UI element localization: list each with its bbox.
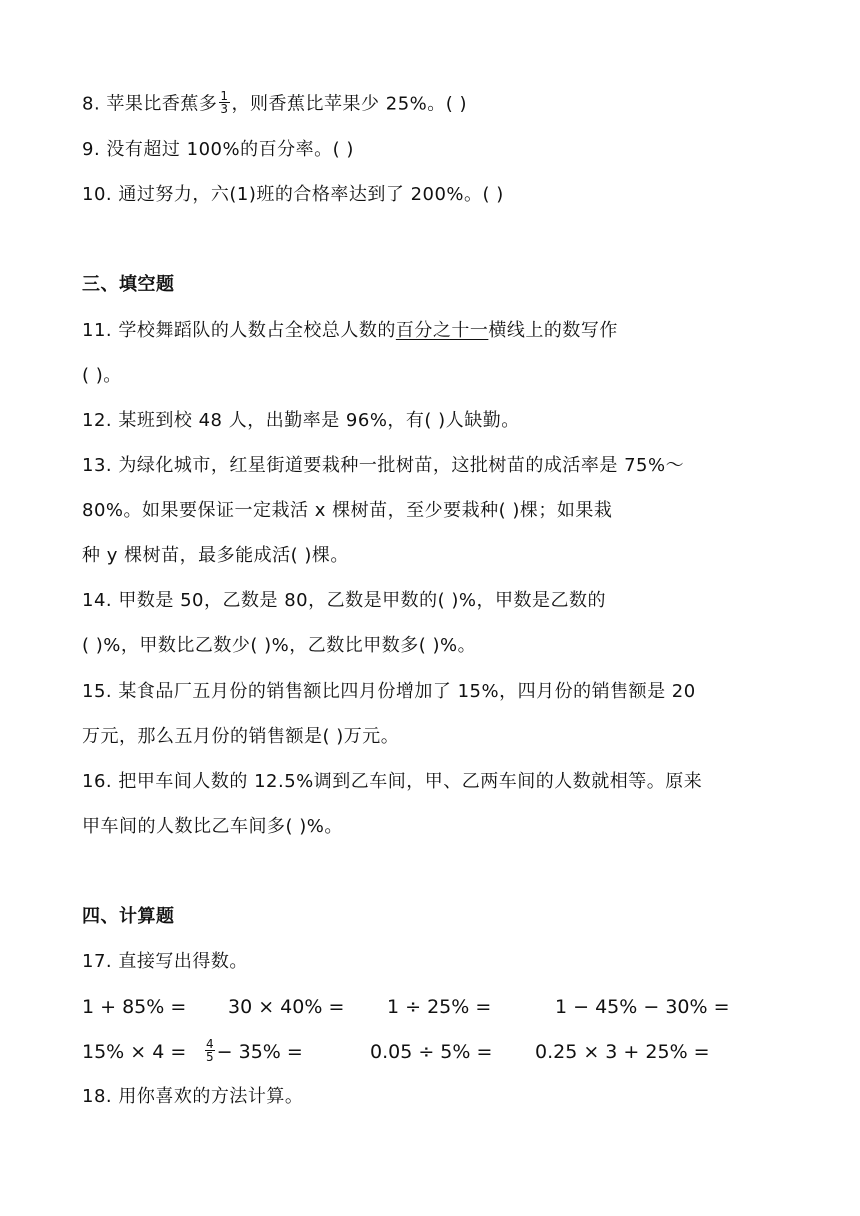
section-3-title: 三、填空题	[82, 274, 175, 295]
section-4-title: 四、计算题	[82, 906, 175, 927]
question-17: 17. 直接写出得数。	[82, 951, 248, 972]
question-13-line-2: 80%。如果要保证一定栽活 x 棵树苗，至少要栽种( )棵；如果栽	[82, 500, 613, 521]
question-18: 18. 用你喜欢的方法计算。	[82, 1086, 304, 1107]
q8-fraction-denominator: 3	[220, 102, 229, 116]
calc-2b	[203, 1037, 303, 1065]
question-8	[82, 89, 468, 117]
calc-2b-denominator: 5	[206, 1050, 214, 1064]
calc-2b-text: − 35% =	[216, 1041, 303, 1063]
q8-fraction	[219, 90, 229, 115]
calc-1b: 30 × 40% =	[228, 996, 345, 1018]
calc-2b-fraction	[205, 1038, 215, 1063]
calc-1c: 1 ÷ 25% =	[387, 996, 492, 1018]
question-15-line-1: 15. 某食品厂五月份的销售额比四月份增加了 15%，四月份的销售额是 20	[82, 681, 696, 702]
question-11	[82, 319, 618, 343]
question-13-line-1: 13. 为绿化城市，红星街道要栽种一批树苗，这批树苗的成活率是 75%～	[82, 455, 685, 476]
q11-text-before: 11. 学校舞蹈队的人数占全校总人数的	[82, 320, 396, 341]
question-16-line-2: 甲车间的人数比乙车间多( )%。	[82, 816, 343, 837]
calc-2d: 0.25 × 3 + 25% =	[535, 1041, 710, 1063]
question-14-line-2: ( )%，甲数比乙数少( )%，乙数比甲数多( )%。	[82, 635, 477, 656]
question-12: 12. 某班到校 48 人，出勤率是 96%，有( )人缺勤。	[82, 410, 520, 431]
calc-2a: 15% × 4 =	[82, 1041, 187, 1063]
question-14-line-1: 14. 甲数是 50，乙数是 80，乙数是甲数的( )%，甲数是乙数的	[82, 590, 606, 611]
calc-1a: 1 + 85% =	[82, 996, 187, 1018]
calc-2b-numerator: 4	[206, 1037, 214, 1051]
question-11-line-2: ( )。	[82, 365, 122, 386]
question-15-line-2: 万元，那么五月份的销售额是( )万元。	[82, 726, 400, 747]
q11-underlined-text: 百分之十一	[395, 320, 489, 341]
question-9: 9. 没有超过 100%的百分率。( )	[82, 139, 354, 160]
q8-text-before: 8. 苹果比香蕉多	[82, 93, 218, 115]
calc-1d: 1 − 45% − 30% =	[555, 996, 730, 1018]
question-16-line-1: 16. 把甲车间人数的 12.5%调到乙车间，甲、乙两车间的人数就相等。原来	[82, 771, 703, 792]
q11-text-after: 横线上的数写作	[488, 320, 618, 341]
question-10: 10. 通过努力，六(1)班的合格率达到了 200%。( )	[82, 184, 504, 205]
question-13-line-3: 种 y 棵树苗，最多能成活( )棵。	[82, 545, 349, 566]
q8-fraction-numerator: 1	[220, 89, 229, 103]
q8-text-after: ，则香蕉比苹果少 25%。( )	[231, 93, 468, 115]
calc-2c: 0.05 ÷ 5% =	[370, 1041, 493, 1063]
